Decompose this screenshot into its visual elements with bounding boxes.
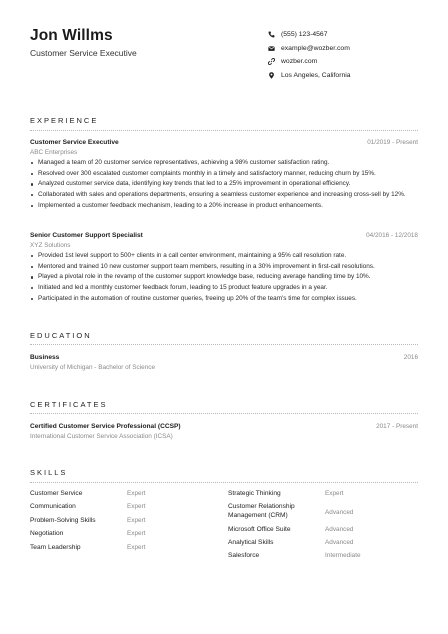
bullet-text: Provided 1st level support to 500+ clients in a call center environment, maintaining a 95% call resolution rate. <box>38 252 347 259</box>
skill-level: Advanced <box>325 526 354 533</box>
email-icon <box>268 45 275 52</box>
contact-location <box>268 69 433 83</box>
education-heading: EDUCATION <box>30 331 92 340</box>
experience-date: 04/2016 - 12/2018 <box>366 232 418 239</box>
skill-name: Salesforce <box>228 552 260 559</box>
experience-date: 01/2019 - Present <box>367 139 418 146</box>
skill-level: Expert <box>127 517 146 524</box>
bullet-item <box>30 159 418 168</box>
bullet-item <box>30 180 418 189</box>
bullet-dot <box>31 162 33 164</box>
experience-company: XYZ Solutions <box>30 242 71 249</box>
contact-phone-text: (555) 123-4567 <box>281 31 328 39</box>
bullet-item <box>30 284 418 293</box>
experience-role: Senior Customer Support Specialist <box>30 232 143 239</box>
bullet-item <box>30 170 418 179</box>
bullet-text: Collaborated with sales and operations departments, ensuring a seamless customer experience and increasing cross-sell by 12%. <box>38 191 406 199</box>
education-degree: Business <box>30 354 60 361</box>
certificate-name: Certified Customer Service Professional (CCSP) <box>30 423 181 430</box>
experience-entry <box>30 139 418 212</box>
phone-icon <box>268 31 275 38</box>
bullet-dot <box>31 194 33 196</box>
skill-name: Microsoft Office Suite <box>228 526 291 533</box>
location-pin-icon <box>268 72 275 79</box>
contact-website-text[interactable]: wozber.com <box>281 58 318 66</box>
bullet-dot <box>31 266 33 268</box>
experience-divider <box>30 130 418 131</box>
skill-level: Advanced <box>325 509 354 516</box>
skill-name: Problem-Solving Skills <box>30 517 96 524</box>
education-date: 2016 <box>403 354 418 361</box>
contact-email-text[interactable]: example@wozber.com <box>281 44 350 52</box>
education-school: University of Michigan - Bachelor of Science <box>30 364 156 371</box>
bullet-text: Resolved over 300 escalated customer complaints monthly in a timely and satisfactory manner, reducing churn by 15%. <box>38 169 376 177</box>
skill-name: Customer Service <box>30 490 83 497</box>
experience-role: Customer Service Executive <box>30 139 119 146</box>
experience-bullets <box>30 252 418 303</box>
skills-divider <box>30 482 418 483</box>
education-divider <box>30 344 418 345</box>
skill-level: Intermediate <box>325 552 361 559</box>
bullet-dot <box>31 205 33 207</box>
skill-level: Expert <box>127 530 146 537</box>
contact-website <box>268 55 433 69</box>
bullet-item <box>30 252 418 261</box>
candidate-name: Jon Willms <box>30 27 113 44</box>
skill-level: Advanced <box>325 539 354 546</box>
bullet-dot <box>31 298 33 300</box>
bullet-dot <box>31 183 33 185</box>
bullet-dot <box>31 276 33 278</box>
skill-level: Expert <box>127 544 146 551</box>
skill-name: Negotiation <box>30 530 64 537</box>
bullet-text: Managed a team of 20 customer service representatives, achieving a 98% customer satisfaction rating. <box>38 159 330 166</box>
contact-email <box>268 42 433 56</box>
contact-location-text: Los Angeles, California <box>281 71 351 79</box>
experience-heading: EXPERIENCE <box>30 116 99 125</box>
bullet-text: Analyzed customer service data, identifying key trends that led to a 25% improvement in operational efficiency. <box>38 180 351 188</box>
bullet-item <box>30 191 418 200</box>
bullet-item <box>30 263 418 272</box>
bullet-dot <box>31 287 33 289</box>
experience-entry <box>30 232 418 305</box>
skill-level: Expert <box>127 503 146 510</box>
skill-level: Expert <box>325 490 344 497</box>
bullet-text: Implemented a customer feedback mechanism, leading to a 20% increase in product enhancements. <box>38 201 323 209</box>
certificate-issuer: International Customer Service Association (ICSA) <box>30 433 173 440</box>
bullet-dot <box>31 255 33 257</box>
contact-block <box>268 28 433 82</box>
certificates-heading: CERTIFICATES <box>30 400 108 409</box>
skill-name: Team Leadership <box>30 544 81 551</box>
certificate-date: 2017 - Present <box>376 423 418 430</box>
skill-name: Customer Relationship Management (CRM) <box>228 503 295 519</box>
skill-level: Expert <box>127 490 146 497</box>
contact-phone <box>268 28 433 42</box>
certificate-entry <box>30 423 418 441</box>
bullet-text: Participated in the automation of routine customer queries, freeing up 20% of the team's time for complex issues. <box>38 294 357 302</box>
skills-heading: SKILLS <box>30 468 68 477</box>
bullet-item <box>30 273 418 282</box>
skill-name: Analytical Skills <box>228 539 274 546</box>
certificates-divider <box>30 413 418 414</box>
link-icon <box>268 58 275 65</box>
bullet-item <box>30 202 418 211</box>
skill-name: Strategic Thinking <box>228 490 281 497</box>
bullet-text: Initiated and led a monthly customer feedback forum, leading to 15 product feature upgrades in a year. <box>38 284 328 292</box>
bullet-text: Played a pivotal role in the revamp of the customer support knowledge base, reducing average handling time by 10%. <box>38 273 371 281</box>
bullet-dot <box>31 173 33 175</box>
experience-company: ABC Enterprises <box>30 149 78 156</box>
experience-bullets <box>30 159 418 210</box>
skill-name: Communication <box>30 503 76 510</box>
bullet-text: Mentored and trained 10 new customer support team members, resulting in a 30% improvement in first-call resolutions. <box>38 262 375 270</box>
bullet-item <box>30 295 418 304</box>
education-entry <box>30 354 418 372</box>
job-title: Customer Service Executive <box>30 48 137 58</box>
